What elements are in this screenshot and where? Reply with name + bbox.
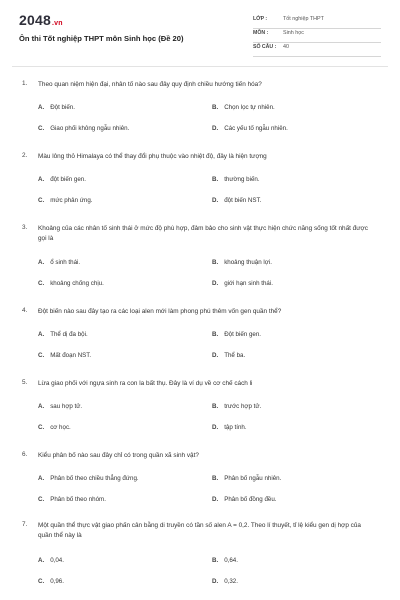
option-text: đột biến gen.	[50, 176, 86, 183]
option-text: 0,64.	[224, 557, 238, 564]
option-letter: A.	[38, 176, 45, 183]
option-a[interactable]	[38, 331, 88, 338]
option-a[interactable]	[38, 557, 64, 564]
option-text: Đột biến gen.	[224, 331, 261, 338]
option-d[interactable]	[212, 352, 245, 359]
question-number: 7.	[22, 521, 28, 528]
option-b[interactable]	[212, 176, 260, 183]
option-letter: C.	[38, 352, 45, 359]
option-letter: B.	[212, 331, 219, 338]
option-letter: B.	[212, 259, 219, 266]
question-number: 3.	[22, 224, 28, 231]
option-text: 0,32.	[224, 578, 238, 585]
option-text: Phân bố theo chiều thẳng đứng.	[50, 475, 139, 482]
option-letter: A.	[38, 475, 45, 482]
meta-count	[253, 42, 381, 57]
option-a[interactable]	[38, 104, 75, 111]
question-text: Theo quan niệm hiện đại, nhân tố nào sau đây quy định chiều hướng tiến hóa?	[38, 81, 262, 88]
option-text: cơ học.	[50, 424, 71, 431]
option-b[interactable]	[212, 403, 261, 410]
option-c[interactable]	[38, 280, 104, 287]
option-text: đột biến NST.	[224, 197, 262, 204]
question-text: Một quần thể thực vật giao phấn cân bằng di truyền có tần số alen A = 0,2. Theo lí thuyết, tỉ lệ kiểu gen dị hợp của quần thể này là	[38, 522, 361, 539]
question-text: Lừa giao phối với ngựa sinh ra con la bất thụ. Đây là ví dụ về cơ chế cách li	[38, 380, 253, 387]
option-text: mức phản ứng.	[50, 197, 93, 204]
option-text: 0,04.	[50, 557, 64, 564]
option-c[interactable]	[38, 197, 93, 204]
option-letter: D.	[212, 280, 219, 287]
option-letter: A.	[38, 403, 45, 410]
meta-class	[253, 14, 381, 29]
option-letter: A.	[38, 557, 45, 564]
option-letter: A.	[38, 259, 45, 266]
option-letter: B.	[212, 475, 219, 482]
option-text: khoảng thuận lợi.	[224, 259, 272, 266]
option-text: giới hạn sinh thái.	[224, 280, 273, 287]
meta-subject	[253, 28, 381, 43]
option-text: Chọn lọc tự nhiên.	[224, 104, 275, 111]
option-letter: A.	[38, 331, 45, 338]
option-text: Phân bố theo nhóm.	[50, 496, 106, 503]
option-letter: B.	[212, 176, 219, 183]
option-letter: C.	[38, 578, 45, 585]
option-a[interactable]	[38, 176, 86, 183]
option-b[interactable]	[212, 475, 281, 482]
meta-class-key: LỚP :	[253, 16, 268, 22]
question-text: Màu lông thỏ Himalaya có thể thay đổi phụ thuộc vào nhiệt độ, đây là hiện tượng	[38, 153, 267, 160]
option-text: Thể dị đa bội.	[50, 331, 88, 338]
header-divider	[12, 66, 388, 67]
option-letter: B.	[212, 104, 219, 111]
site-logo[interactable]	[19, 12, 63, 28]
option-c[interactable]	[38, 352, 91, 359]
option-text: Phân bố ngẫu nhiên.	[224, 475, 282, 482]
meta-count-value: 40	[283, 44, 289, 50]
option-text: sau hợp tử.	[50, 403, 83, 410]
question-number: 5.	[22, 379, 28, 386]
option-letter: D.	[212, 424, 219, 431]
option-a[interactable]	[38, 475, 139, 482]
option-c[interactable]	[38, 424, 71, 431]
option-a[interactable]	[38, 259, 80, 266]
option-d[interactable]	[212, 197, 261, 204]
option-text: ổ sinh thái.	[50, 259, 81, 266]
option-letter: A.	[38, 104, 45, 111]
option-d[interactable]	[212, 496, 277, 503]
question-text: Khoảng của các nhân tố sinh thái ở mức độ phù hợp, đảm bảo cho sinh vật thực hiện chức năng sống tốt nhất được gọi là	[38, 225, 368, 242]
option-d[interactable]	[212, 280, 273, 287]
option-b[interactable]	[212, 259, 272, 266]
option-text: Phân bố đồng đều.	[224, 496, 277, 503]
exam-title: Ôn thi Tốt nghiệp THPT môn Sinh học (Đề 20)	[19, 34, 184, 43]
option-d[interactable]	[212, 578, 238, 585]
option-text: thường biến.	[224, 176, 260, 183]
question-number: 1.	[22, 80, 28, 87]
question-number: 6.	[22, 451, 28, 458]
option-letter: D.	[212, 352, 219, 359]
logo-main: 2048	[19, 12, 51, 28]
option-text: 0,96.	[50, 578, 64, 585]
option-letter: D.	[212, 197, 219, 204]
logo-tld: .vn	[51, 20, 63, 27]
option-c[interactable]	[38, 496, 106, 503]
option-text: Mất đoạn NST.	[50, 352, 92, 359]
meta-subject-key: MÔN :	[253, 30, 269, 36]
option-b[interactable]	[212, 557, 238, 564]
option-text: tập tính.	[224, 424, 247, 431]
meta-subject-value: Sinh học	[283, 30, 304, 36]
option-b[interactable]	[212, 331, 261, 338]
question-number: 2.	[22, 152, 28, 159]
option-letter: C.	[38, 125, 45, 132]
option-a[interactable]	[38, 403, 82, 410]
option-letter: D.	[212, 496, 219, 503]
option-d[interactable]	[212, 424, 247, 431]
meta-count-key: SỐ CÂU :	[253, 44, 277, 50]
option-c[interactable]	[38, 125, 129, 132]
question-number: 4.	[22, 307, 28, 314]
option-text: trước hợp tử.	[224, 403, 262, 410]
option-text: khoảng chống chịu.	[50, 280, 104, 287]
option-letter: B.	[212, 403, 219, 410]
option-letter: B.	[212, 557, 219, 564]
option-letter: C.	[38, 424, 45, 431]
option-letter: C.	[38, 280, 45, 287]
option-letter: D.	[212, 578, 219, 585]
option-letter: C.	[38, 197, 45, 204]
question-text: Đột biến nào sau đây tạo ra các loại alen mới làm phong phú thêm vốn gen quần thể?	[38, 308, 282, 315]
option-d[interactable]	[212, 125, 288, 132]
option-letter: D.	[212, 125, 219, 132]
exam-header	[0, 0, 400, 64]
question-text: Kiểu phân bố nào sau đây chỉ có trong quần xã sinh vật?	[38, 452, 199, 459]
meta-class-value: Tốt nghiệp THPT	[283, 16, 324, 22]
option-text: Đột biến.	[50, 104, 75, 111]
option-text: Các yếu tố ngẫu nhiên.	[224, 125, 288, 132]
option-b[interactable]	[212, 104, 275, 111]
option-letter: C.	[38, 496, 45, 503]
option-c[interactable]	[38, 578, 64, 585]
option-text: Giao phối không ngẫu nhiên.	[50, 125, 130, 132]
option-text: Thể ba.	[224, 352, 246, 359]
